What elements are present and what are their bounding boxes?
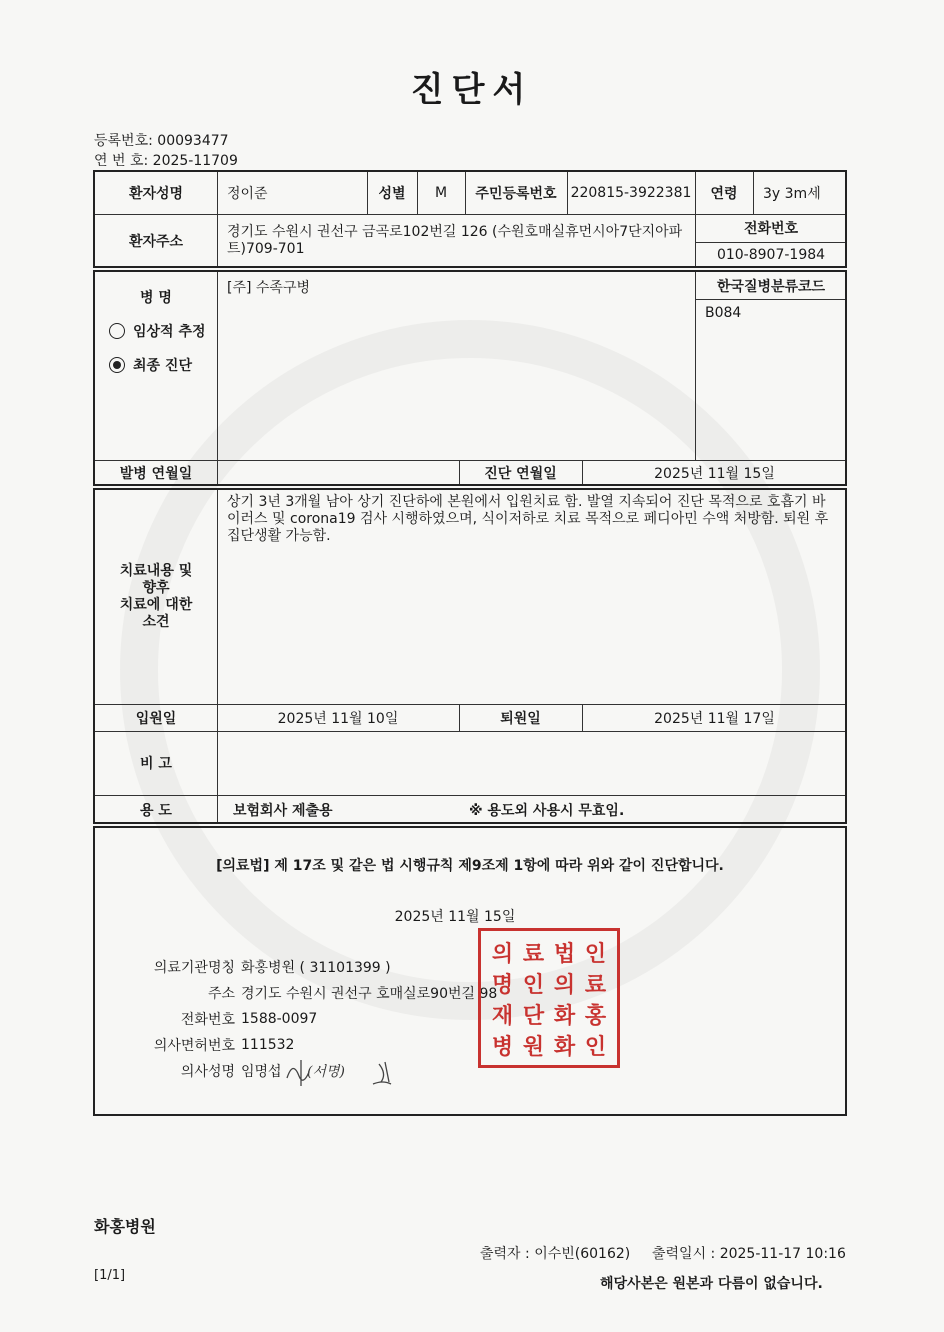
age-label: 연령 [710,186,738,202]
radio-empty-icon [109,323,125,339]
remarks-label: 비 고 [140,756,172,772]
rrn-label: 주민등록번호 [475,186,557,202]
printed-at: 출력일시 : 2025-11-17 10:16 [652,1246,846,1262]
footer-hospital-name: 화홍병원 [94,1217,156,1236]
patient-name: 정이준 [227,186,268,202]
purpose-label: 용 도 [140,802,172,819]
hospital-address-label: 주소 [207,986,235,1002]
certification-box [93,826,847,1116]
doctor-name: 임명섭 [241,1064,282,1080]
opinion-text: 상기 3년 3개월 남아 상기 진단하에 본원에서 입원치료 함. 발열 지속되어 진단 목적으로 호흡기 바이러스 및 corona19 검사 시행하였으며, 식이저하로 치료 목적으로 페디아민 수액 처방함. 퇴원 후 집단생활 가능함. [227,494,829,544]
kcd-code-label: 한국질병분류코드 [716,278,826,295]
purpose-note: ※ 용도외 사용시 무효임. [469,802,625,819]
diagnosis-table [93,270,847,486]
admission-date: 2025년 11월 10일 [277,710,399,727]
certification-statement: [의료법] 제 17조 및 같은 법 시행규칙 제9조제 1항에 따라 위와 같이 진단합니다. [216,858,724,874]
patient-phone: 010-8907-1984 [716,247,826,263]
treatment-table [93,488,847,824]
hospital-phone-label: 전화번호 [180,1012,235,1028]
license-label: 의사면허번호 [153,1038,235,1054]
remarks-value [227,731,837,795]
discharge-date-label: 퇴원일 [500,710,541,727]
registration-number: 등록번호: 00093477 [94,133,229,149]
certification-date: 2025년 11월 15일 [394,909,516,925]
license-number: 111532 [241,1037,295,1053]
onset-date-label: 발병 연월일 [119,466,193,482]
hospital-address: 경기도 수원시 권선구 호매실로90번길 98 [241,986,498,1002]
age-value: 3y 3m세 [763,186,821,202]
address-label: 환자주소 [128,234,184,250]
doctor-label: 의사성명 [180,1064,235,1080]
onset-date [227,460,459,486]
sex-label: 성별 [378,186,406,202]
purpose-value: 보험회사 제출용 [233,802,333,819]
discharge-date: 2025년 11월 17일 [654,710,775,727]
radio-selected-icon [109,357,125,373]
document-title: 진단서 [410,70,534,110]
disease-name: [주] 수족구병 [227,280,310,296]
sex-value: M [434,185,448,201]
kcd-code: B084 [705,305,742,321]
diagnosis-date-label: 진단 연월일 [484,466,557,482]
rrn-value: 220815-3922381 [570,185,692,201]
patient-name-label: 환자성명 [128,186,184,202]
radio-final-diagnosis[interactable]: 최종 진단 [109,354,217,376]
disease-section-label: 병 명 [140,290,172,306]
hospital-phone: 1588-0097 [241,1011,318,1027]
institution-name: 화홍병원 ( 31101399 ) [241,960,391,976]
opinion-label: 치료내용 및 향후 치료에 대한 소견 [119,563,193,630]
patient-address: 경기도 수원시 권선구 금곡로102번길 126 (수원호매실휴먼시아7단지아파트)709-701 [227,224,683,257]
radio-clinical-estimate[interactable]: 임상적 추정 [109,320,217,342]
admission-date-label: 입원일 [135,710,177,727]
patient-info-table [93,170,847,268]
seal-characters: 의 료 법 인 명 인 의 료 재 단 화 홍 병 원 화 인 [491,942,607,1060]
handwritten-signature [283,1054,403,1088]
official-seal-stamp [478,928,620,1068]
phone-label: 전화번호 [743,221,799,237]
institution-label: 의료기관명칭 [153,960,235,976]
page-indicator: [1/1] [94,1268,126,1283]
diagnosis-date: 2025년 11월 15일 [654,466,775,482]
signature-mark: (서명) [307,1064,345,1080]
copy-certification-note: 해당사본은 원본과 다름이 없습니다. [600,1276,823,1292]
serial-number: 연 번 호: 2025-11709 [94,153,238,169]
printed-by: 출력자 : 이수빈(60162) [480,1246,631,1262]
